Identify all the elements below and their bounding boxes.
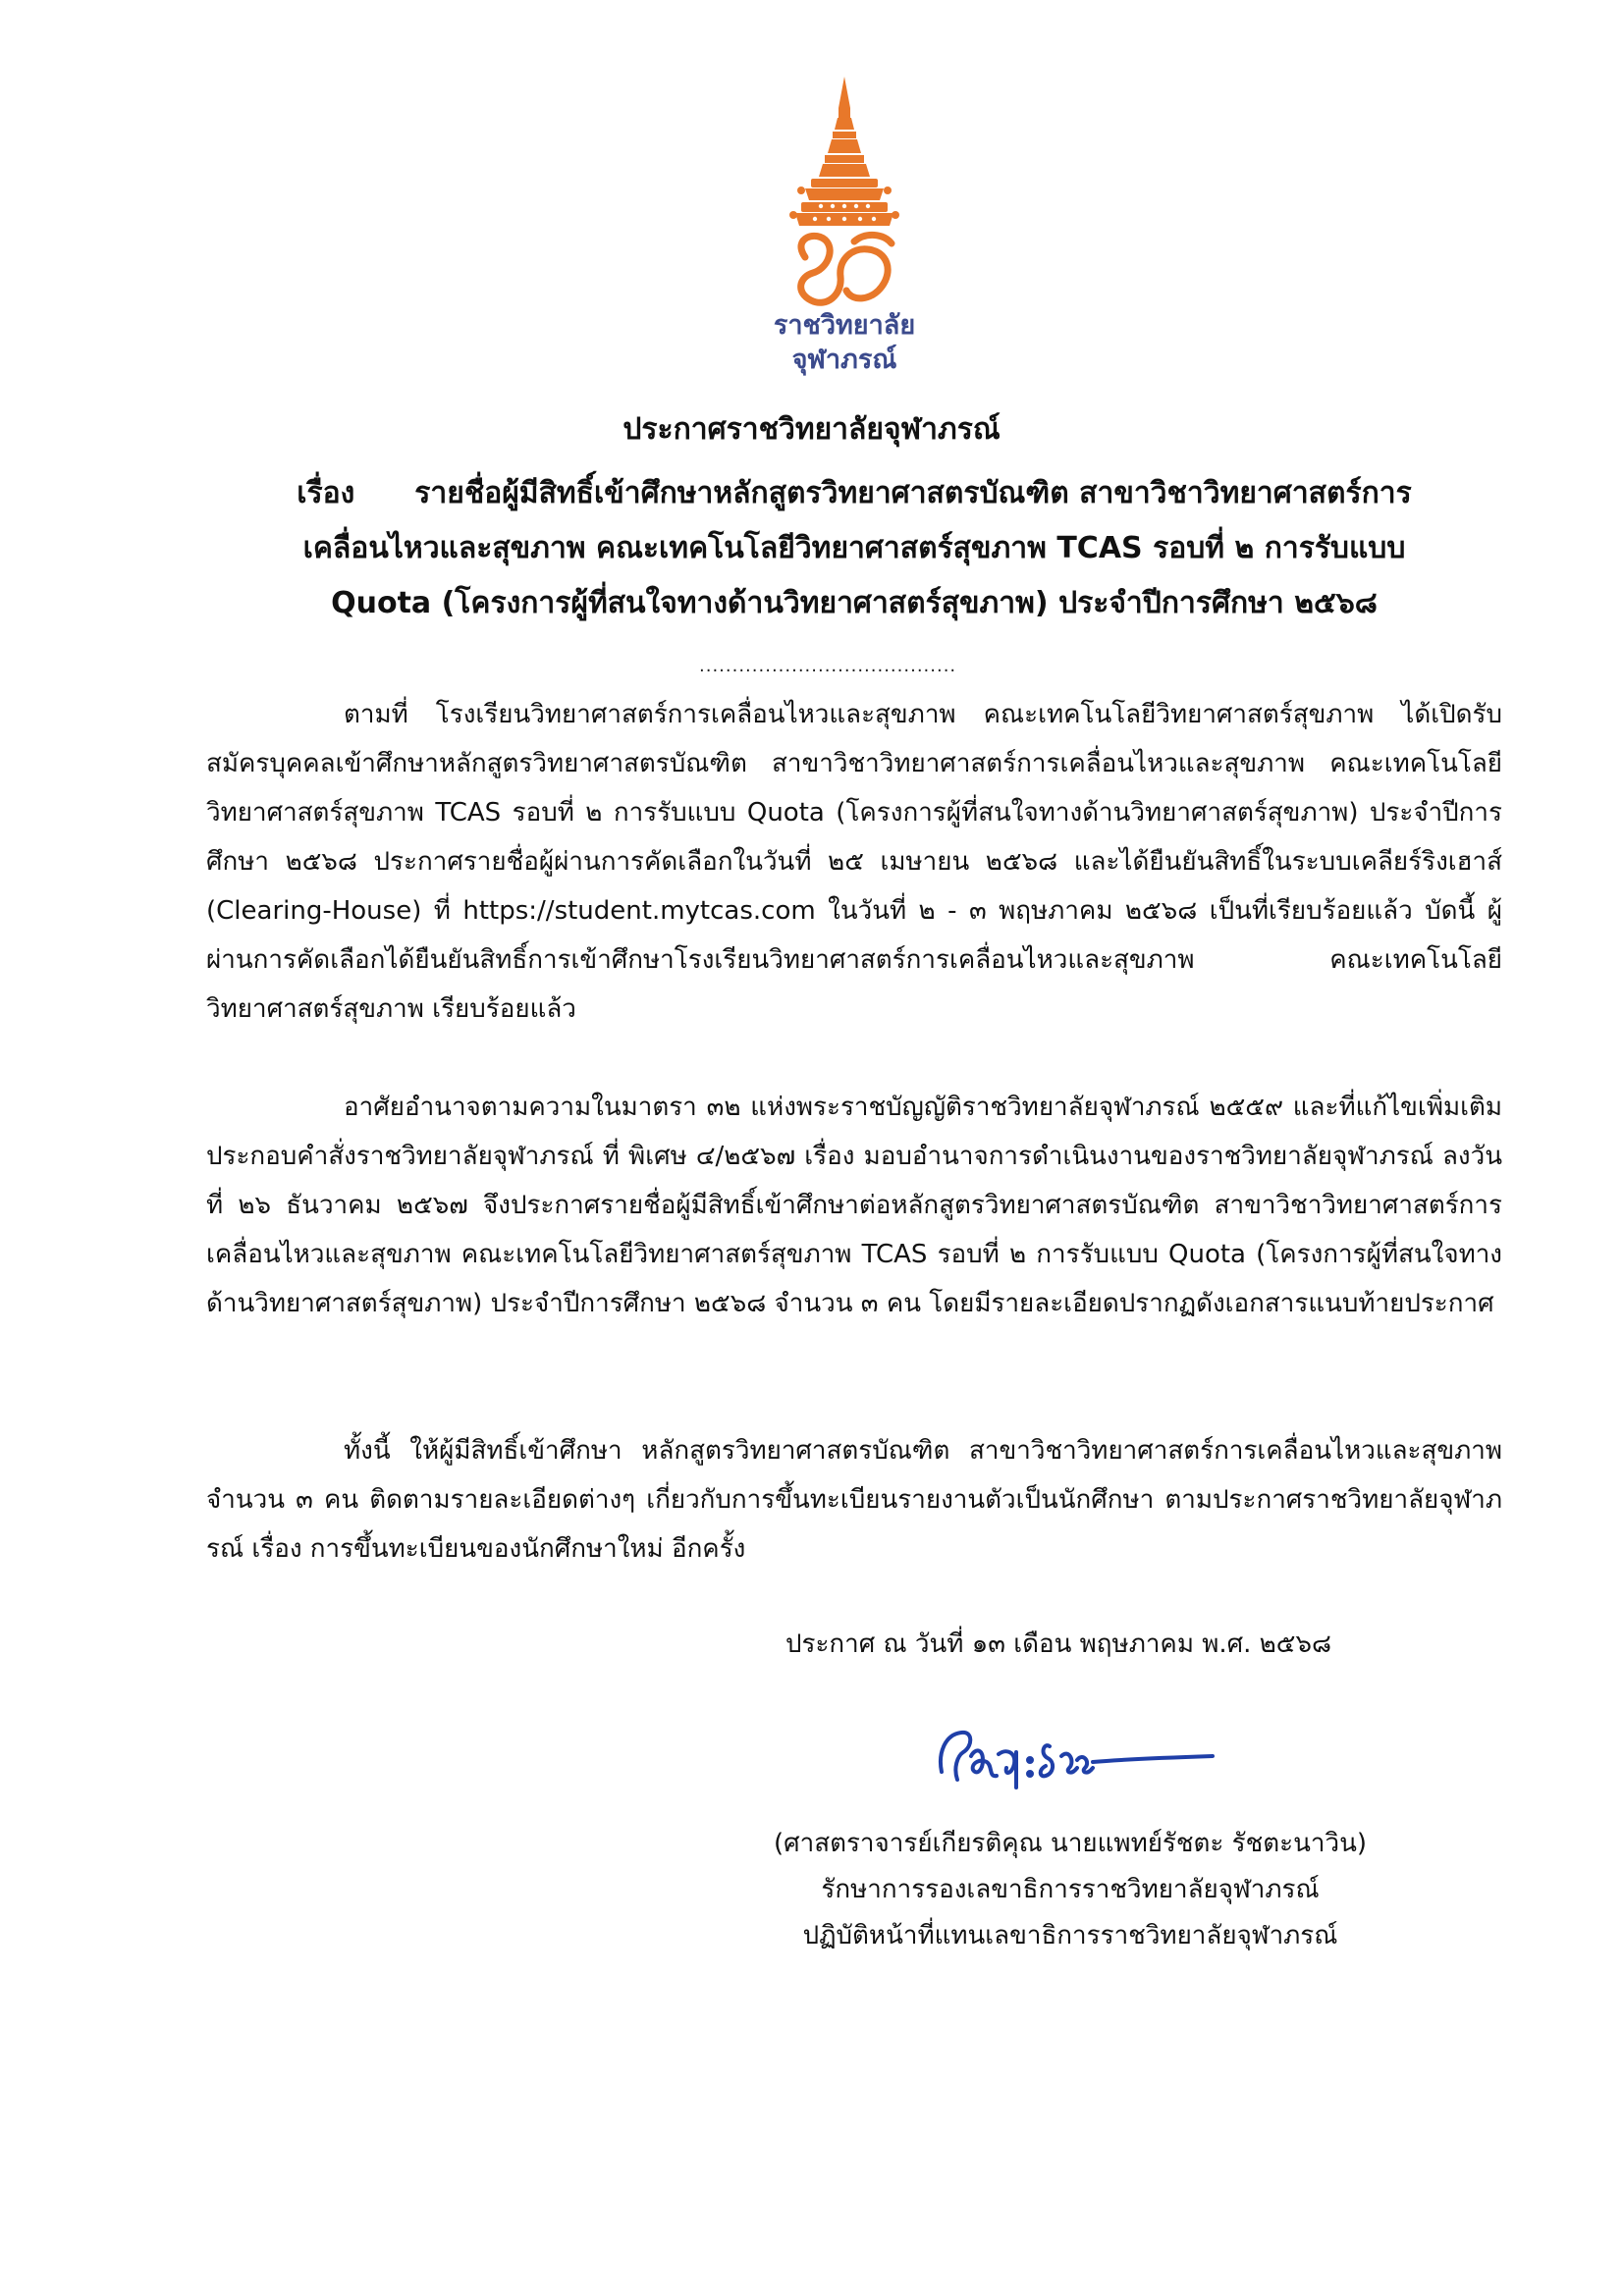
subject-label: เรื่อง [297, 476, 355, 510]
signer-title-1: รักษาการรองเลขาธิการราชวิทยาลัยจุฬาภรณ์ [821, 1875, 1320, 1904]
announcement-title: ประกาศราชวิทยาลัยจุฬาภรณ์ [622, 412, 1001, 447]
signature-icon [928, 1713, 1222, 1801]
paragraph-1-text: ตามที่ โรงเรียนวิทยาศาสตร์การเคลื่อนไหวและสุขภาพ คณะเทคโนโลยีวิทยาศาสตร์สุขภาพ ได้เปิดรับสมัครบุคคลเข้าศึกษาหลักสูตรวิทยาศาสตรบัณฑิต สาขาวิชาวิทยาศาสตร์การเคลื่อนไหวและสุขภาพ คณะเทคโนโลยีวิทยาศาสตร์สุขภาพ TCAS รอบที่ ๒ การรับแบบ Quota (โครงการผู้ที่สนใจทางด้านวิทยาศาสตร์สุขภาพ) ประจำปีการศึกษา ๒๕๖๘ ประกาศรายชื่อผู้ผ่านการคัดเลือกในวันที่ ๒๕ เมษายน ๒๕๖๘ และได้ยืนยันสิทธิ์ในระบบเคลียร์ริงเฮาส์ (Clearing-House) ที่ https://student.mytcas.com ในวันที่ ๒ - ๓ พฤษภาคม ๒๕๖๘ เป็นที่เรียบร้อยแล้ว บัดนี้ ผู้ผ่านการคัดเลือกได้ยืนยันสิทธิ์การเข้าศึกษาโรงเรียนวิทยาศาสตร์การเคลื่อนไหวและสุขภาพ คณะเทคโนโลยีวิทยาศาสตร์สุขภาพ เรียบร้อยแล้ว [206, 700, 1502, 1024]
paragraph-2-text: อาศัยอำนาจตามความในมาตรา ๓๒ แห่งพระราชบัญญัติราชวิทยาลัยจุฬาภรณ์ ๒๕๕๙ และที่แก้ไขเพิ่มเติม ประกอบคำสั่งราชวิทยาลัยจุฬาภรณ์ ที่ พิเศษ ๔/๒๕๖๗ เรื่อง มอบอำนาจการดำเนินงานของราชวิทยาลัยจุฬาภรณ์ ลงวันที่ ๒๖ ธันวาคม ๒๕๖๗ จึงประกาศรายชื่อผู้มีสิทธิ์เข้าศึกษาต่อหลักสูตรวิทยาศาสตรบัณฑิต สาขาวิชาวิทยาศาสตร์การเคลื่อนไหวและสุขภาพ คณะเทคโนโลยีวิทยาศาสตร์สุขภาพ TCAS รอบที่ ๒ การรับแบบ Quota (โครงการผู้ที่สนใจทางด้านวิทยาศาสตร์สุขภาพ) ประจำปีการศึกษา ๒๕๖๘ จำนวน ๓ คน โดยมีรายละเอียดปรากฏดังเอกสารแนบท้ายประกาศ [206, 1093, 1502, 1318]
logo-name-line2: จุฬาภรณ์ [791, 345, 897, 375]
body-paragraph-3 [206, 1426, 1502, 1574]
handwritten-signature [928, 1713, 1222, 1801]
title-separator: ....................................... [699, 656, 957, 676]
body-paragraph-2 [206, 1083, 1502, 1328]
subject-row-1 [250, 466, 1458, 521]
signer-title-2: ปฏิบัติหน้าที่แทนเลขาธิการราชวิทยาลัยจุฬาภรณ์ [802, 1921, 1338, 1950]
crown-emblem-icon [736, 69, 952, 309]
announcement-subject [250, 466, 1458, 631]
paragraph-3-text: ทั้งนี้ ให้ผู้มีสิทธิ์เข้าศึกษา หลักสูตรวิทยาศาสตรบัณฑิต สาขาวิชาวิทยาศาสตร์การเคลื่อนไหวและสุขภาพ จำนวน ๓ คน ติดตามรายละเอียดต่างๆ เกี่ยวกับการขึ้นทะเบียนรายงานตัวเป็นนักศึกษา ตามประกาศราชวิทยาลัยจุฬาภรณ์ เรื่อง การขึ้นทะเบียนของนักศึกษาใหม่ อีกครั้ง [206, 1436, 1502, 1564]
institution-logo [736, 69, 952, 393]
subject-line-2: เคลื่อนไหวและสุขภาพ คณะเทคโนโลยีวิทยาศาสตร์สุขภาพ TCAS รอบที่ ๒ การรับแบบ [302, 531, 1406, 565]
subject-line-3: Quota (โครงการผู้ที่สนใจทางด้านวิทยาศาสตร์สุขภาพ) ประจำปีการศึกษา ๒๕๖๘ [331, 586, 1378, 620]
subject-line-1: รายชื่อผู้มีสิทธิ์เข้าศึกษาหลักสูตรวิทยาศาสตรบัณฑิต สาขาวิชาวิทยาศาสตร์การ [414, 476, 1412, 510]
signer-name: (ศาสตราจารย์เกียรติคุณ นายแพทย์รัชตะ รัชตะนาวิน) [773, 1829, 1368, 1858]
body-paragraph-1 [206, 690, 1502, 1034]
announcement-date: ประกาศ ณ วันที่ ๑๓ เดือน พฤษภาคม พ.ศ. ๒๕๖๘ [785, 1629, 1332, 1659]
logo-name-line1: ราชวิทยาลัย [773, 310, 916, 341]
